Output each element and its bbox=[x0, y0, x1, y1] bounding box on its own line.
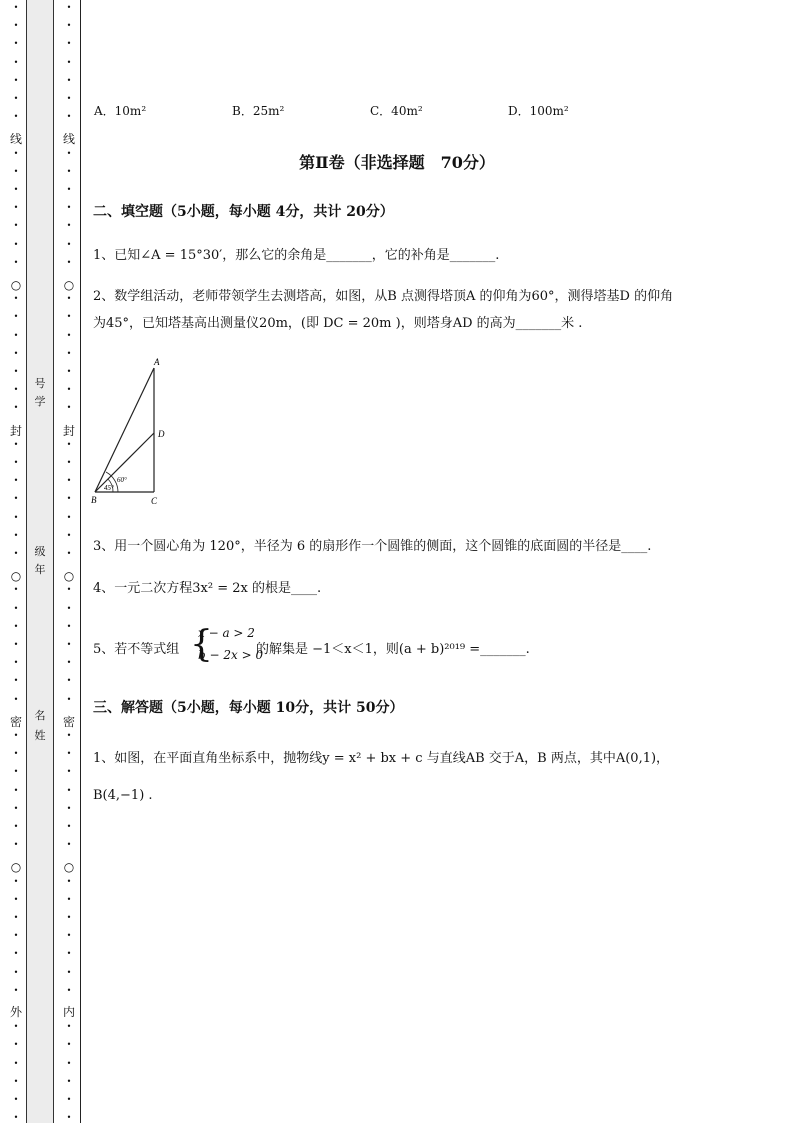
inner-dot: • bbox=[66, 348, 72, 358]
label-angle-45: 45° bbox=[104, 484, 114, 492]
inner-dot: • bbox=[66, 458, 72, 467]
part-title: 第Ⅱ卷（非选择题 70分） bbox=[299, 153, 495, 172]
outer-dot: • bbox=[13, 112, 19, 122]
outer-dot: • bbox=[13, 658, 19, 668]
label-d: D bbox=[158, 429, 165, 439]
inner-dot: • bbox=[66, 203, 72, 213]
inner-dot: • bbox=[66, 257, 72, 267]
outer-dot: • bbox=[13, 439, 19, 449]
outer-label: 封 bbox=[9, 424, 22, 438]
outer-dot: • bbox=[13, 967, 19, 977]
outer-dot: • bbox=[13, 148, 19, 158]
inner-dot: • bbox=[66, 1058, 72, 1068]
outer-dot: • bbox=[13, 403, 19, 413]
outer-dot: • bbox=[13, 39, 19, 49]
outer-circle: ○ bbox=[10, 569, 22, 583]
inequality-2: b − 2x > 0 bbox=[198, 648, 264, 662]
fill-question-2-line1: 2、数学组活动，老师带领学生去测塔高，如图，从B 点测得塔顶A 的仰角为60°，测得塔基D 的仰角 bbox=[93, 289, 674, 304]
inner-dot: • bbox=[66, 221, 72, 231]
inner-dot: • bbox=[66, 57, 72, 67]
label-angle-60: 60° bbox=[117, 476, 127, 484]
outer-label: 密 bbox=[9, 715, 22, 729]
option-d: D．100m² bbox=[508, 104, 569, 118]
answer-question-1-line1: 1、如图，在平面直角坐标系中，抛物线y = x² + bx + c 与直线AB 交于A，B 两点，其中A(0,1)， bbox=[93, 751, 670, 766]
outer-dot: • bbox=[13, 94, 19, 103]
inner-dot: • bbox=[66, 785, 72, 795]
label-c: C bbox=[151, 496, 158, 506]
outer-dot: • bbox=[13, 494, 19, 504]
inner-dot: • bbox=[66, 658, 72, 668]
label-b: B bbox=[91, 495, 97, 505]
inner-dot: • bbox=[66, 1095, 72, 1104]
outer-dot: • bbox=[13, 530, 19, 540]
tower-figure bbox=[88, 355, 178, 507]
outer-label: 线 bbox=[9, 132, 22, 146]
outer-dot: • bbox=[13, 803, 19, 813]
outer-dot: • bbox=[13, 676, 19, 686]
inner-dot: • bbox=[66, 967, 72, 977]
outer-dot: • bbox=[13, 21, 19, 31]
outer-dot: • bbox=[13, 185, 19, 194]
inner-dot: • bbox=[66, 185, 72, 194]
inner-dot: • bbox=[66, 1040, 72, 1050]
field-label-hao: 号 bbox=[34, 377, 46, 390]
inner-dot: • bbox=[66, 1022, 72, 1032]
outer-dot: • bbox=[13, 75, 19, 85]
inner-dot: • bbox=[66, 1113, 72, 1123]
segment-ba bbox=[95, 368, 154, 492]
outer-dot: • bbox=[13, 767, 19, 777]
inner-dot: • bbox=[66, 949, 72, 959]
inner-dot: • bbox=[66, 585, 72, 595]
inner-dot: • bbox=[66, 1076, 72, 1086]
section2-heading: 二、填空题（5小题，每小题 4分，共计 20分） bbox=[93, 204, 394, 220]
inner-dot: • bbox=[66, 913, 72, 922]
field-label-ming: 名 bbox=[34, 709, 46, 722]
inner-dot: • bbox=[66, 840, 72, 850]
outer-dot: • bbox=[13, 894, 19, 904]
inner-dot: • bbox=[66, 439, 72, 449]
inner-dot: • bbox=[66, 367, 72, 376]
outer-dot: • bbox=[13, 731, 19, 740]
inner-label: 线 bbox=[62, 132, 75, 146]
field-label-xue: 学 bbox=[34, 395, 46, 408]
outer-dot: • bbox=[13, 476, 19, 486]
outer-dot: • bbox=[13, 1040, 19, 1050]
outer-dot: • bbox=[13, 640, 19, 649]
inner-dot: • bbox=[66, 822, 72, 831]
inner-circle: ○ bbox=[63, 278, 75, 292]
option-c: C．40m² bbox=[370, 104, 423, 118]
inner-label: 封 bbox=[62, 424, 75, 438]
outer-dot: • bbox=[13, 913, 19, 922]
outer-dot: • bbox=[13, 1076, 19, 1086]
inner-dot: • bbox=[66, 894, 72, 904]
inner-dot: • bbox=[66, 21, 72, 31]
outer-dot: • bbox=[13, 1095, 19, 1104]
inner-dot: • bbox=[66, 294, 72, 304]
outer-dot: • bbox=[13, 330, 19, 340]
outer-dot: • bbox=[13, 949, 19, 959]
inner-dot: • bbox=[66, 94, 72, 103]
inner-dot: • bbox=[66, 767, 72, 777]
inner-dot: • bbox=[66, 603, 72, 613]
inner-dot: • bbox=[66, 75, 72, 85]
system-brace: { bbox=[190, 624, 213, 665]
outer-circle: ○ bbox=[10, 860, 22, 874]
outer-dot: • bbox=[13, 203, 19, 213]
inner-dot: • bbox=[66, 931, 72, 941]
inner-dot: • bbox=[66, 112, 72, 122]
inner-label: 内 bbox=[62, 1005, 75, 1019]
inner-dot: • bbox=[66, 749, 72, 759]
inner-dot: • bbox=[66, 494, 72, 504]
inner-dot: • bbox=[66, 312, 72, 322]
outer-dot: • bbox=[13, 3, 19, 12]
outer-dot: • bbox=[13, 694, 19, 704]
inner-label: 密 bbox=[62, 715, 75, 729]
inner-dot: • bbox=[66, 330, 72, 340]
outer-dot: • bbox=[13, 57, 19, 67]
inner-dot: • bbox=[66, 148, 72, 158]
inner-dot: • bbox=[66, 512, 72, 522]
inner-dot: • bbox=[66, 549, 72, 558]
outer-dot: • bbox=[13, 931, 19, 941]
outer-dot: • bbox=[13, 603, 19, 613]
inner-dot: • bbox=[66, 39, 72, 49]
inner-dot: • bbox=[66, 403, 72, 413]
fill-question-1: 1、已知∠A = 15°30′，那么它的余角是_______，它的补角是_______. bbox=[93, 248, 500, 263]
fill-question-3: 3、用一个圆心角为 120°，半径为 6 的扇形作一个圆锥的侧面，这个圆锥的底面圆的半径是____. bbox=[93, 539, 652, 554]
answer-question-1-line2: B(4,−1) . bbox=[93, 788, 153, 803]
outer-dot: • bbox=[13, 840, 19, 850]
outer-dot: • bbox=[13, 239, 19, 249]
outer-dot: • bbox=[13, 166, 19, 176]
inner-dot: • bbox=[66, 239, 72, 249]
inner-dot: • bbox=[66, 731, 72, 740]
outer-dot: • bbox=[13, 1022, 19, 1032]
outer-dot: • bbox=[13, 785, 19, 795]
fill-question-5-suffix: 的解集是 −1＜x＜1，则(a + b)²⁰¹⁹ =_______. bbox=[256, 642, 530, 657]
inner-dot: • bbox=[66, 985, 72, 995]
outer-dot: • bbox=[13, 1113, 19, 1123]
outer-dot: • bbox=[13, 749, 19, 759]
fill-question-5-prefix: 5、若不等式组 bbox=[93, 642, 180, 657]
outer-dot: • bbox=[13, 294, 19, 304]
inner-dot: • bbox=[66, 166, 72, 176]
inner-dot: • bbox=[66, 803, 72, 813]
outer-dot: • bbox=[13, 348, 19, 358]
option-b: B．25m² bbox=[232, 104, 285, 118]
outer-dot: • bbox=[13, 876, 19, 886]
outer-dot: • bbox=[13, 985, 19, 995]
outer-dot: • bbox=[13, 312, 19, 322]
field-label-nian: 年 bbox=[34, 563, 46, 576]
inner-dot: • bbox=[66, 385, 72, 395]
inner-circle: ○ bbox=[63, 860, 75, 874]
fill-question-4: 4、一元二次方程3x² = 2x 的根是____. bbox=[93, 581, 322, 596]
inner-dot: • bbox=[66, 876, 72, 886]
inner-dot: • bbox=[66, 640, 72, 649]
inner-dot: • bbox=[66, 530, 72, 540]
inner-dot: • bbox=[66, 676, 72, 686]
outer-dot: • bbox=[13, 221, 19, 231]
outer-dot: • bbox=[13, 257, 19, 267]
outer-dot: • bbox=[13, 385, 19, 395]
outer-label: 外 bbox=[9, 1005, 22, 1019]
outer-dot: • bbox=[13, 822, 19, 831]
option-a: A．10m² bbox=[94, 104, 147, 118]
inner-dot: • bbox=[66, 694, 72, 704]
inequality-1: x − a > 2 bbox=[198, 626, 255, 640]
outer-circle: ○ bbox=[10, 278, 22, 292]
section3-heading: 三、解答题（5小题，每小题 10分，共计 50分） bbox=[93, 700, 404, 716]
inner-dot: • bbox=[66, 3, 72, 12]
inner-dot: • bbox=[66, 476, 72, 486]
outer-dot: • bbox=[13, 585, 19, 595]
field-label-xing: 姓 bbox=[34, 729, 46, 742]
outer-dot: • bbox=[13, 512, 19, 522]
inner-dot: • bbox=[66, 621, 72, 631]
outer-dot: • bbox=[13, 458, 19, 467]
fill-question-2-line2: 为45°，已知塔基高出测量仪20m，(即 DC = 20m )，则塔身AD 的高为_______米 . bbox=[93, 316, 583, 331]
outer-dot: • bbox=[13, 549, 19, 558]
outer-dot: • bbox=[13, 367, 19, 376]
label-a: A bbox=[154, 357, 160, 367]
outer-dot: • bbox=[13, 1058, 19, 1068]
inner-circle: ○ bbox=[63, 569, 75, 583]
field-label-ji: 级 bbox=[34, 545, 46, 558]
outer-dot: • bbox=[13, 621, 19, 631]
